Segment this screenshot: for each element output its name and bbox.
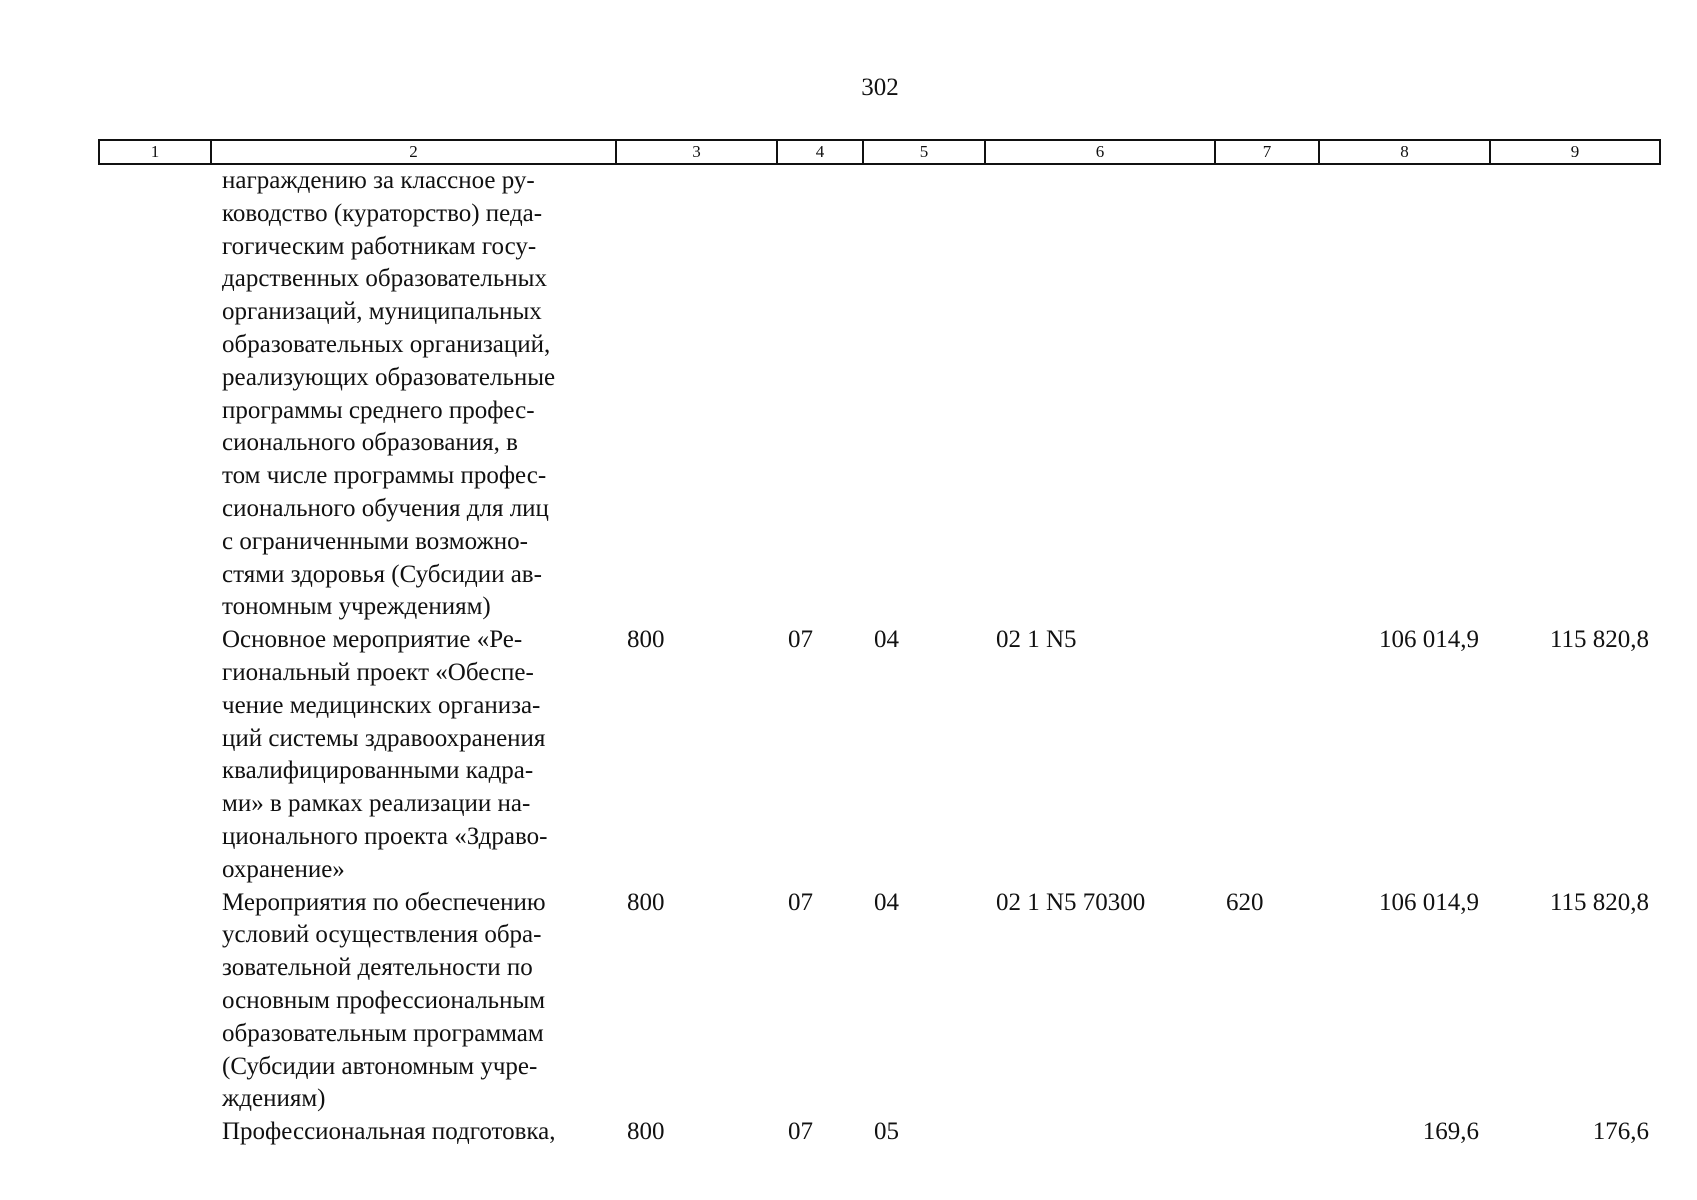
- description-line: зовательной деятельности по: [222, 954, 533, 982]
- expense-type-cell: [1215, 1116, 1319, 1149]
- amount-year-2-cell: 115 820,8: [1549, 626, 1649, 654]
- description-cell: [211, 1116, 616, 1149]
- amount-year-1-cell: 106 014,9: [1379, 626, 1479, 654]
- amount-year-1-cell: [1319, 164, 1490, 624]
- description-line: основным профессиональным: [222, 986, 546, 1014]
- description-line: ций системы здравоохранения: [222, 724, 546, 752]
- description-line: программы среднего профес-: [222, 396, 535, 424]
- description-cell: [211, 624, 616, 886]
- section-cell: 07: [788, 1118, 813, 1146]
- column-header: 6: [985, 140, 1215, 164]
- amount-year-1-cell: 106 014,9: [1379, 888, 1479, 916]
- description-line: Основное мероприятие «Ре-: [222, 626, 523, 654]
- table-row: [99, 887, 1660, 1117]
- column-header: 9: [1490, 140, 1660, 164]
- description-line: образовательных организаций,: [222, 330, 551, 358]
- table-body: [99, 164, 1660, 1149]
- column-header: 5: [863, 140, 985, 164]
- column-header: 3: [616, 140, 777, 164]
- description-line: ми» в рамках реализации на-: [222, 790, 531, 818]
- description-line: том числе программы профес-: [222, 462, 547, 490]
- section-cell: 07: [788, 626, 813, 654]
- target-article-cell: [985, 1116, 1215, 1149]
- budget-table: [98, 139, 1661, 1149]
- description-cell: [211, 887, 616, 1117]
- description-line: сионального обучения для лиц: [222, 494, 549, 522]
- description-line: квалифицированными кадра-: [222, 757, 534, 785]
- target-article-cell: 02 1 N5: [996, 626, 1077, 654]
- description-line: с ограниченными возможно-: [222, 527, 528, 555]
- page-number: 302: [861, 74, 899, 101]
- row-number-cell: [99, 164, 211, 624]
- table-row: [99, 624, 1660, 886]
- expense-type-cell: 620: [1226, 888, 1264, 916]
- description-line: гогическим работникам госу-: [222, 232, 537, 260]
- description-line: Мероприятия по обеспечению: [222, 888, 546, 916]
- column-header: 4: [777, 140, 863, 164]
- amount-year-1-cell: 169,6: [1422, 1118, 1479, 1146]
- column-number-header-row: [99, 140, 1660, 164]
- description-line: сионального образования, в: [222, 429, 518, 457]
- subsection-cell: 05: [874, 1118, 899, 1146]
- amount-year-2-cell: 176,6: [1592, 1118, 1649, 1146]
- target-article-cell: [985, 164, 1215, 624]
- expense-type-cell: [1215, 624, 1319, 886]
- description-line: дарственных образовательных: [222, 265, 547, 293]
- table-row: [99, 1116, 1660, 1149]
- amount-year-2-cell: [1490, 164, 1660, 624]
- column-header: 8: [1319, 140, 1490, 164]
- column-header: 2: [211, 140, 616, 164]
- description-line: гиональный проект «Обеспе-: [222, 658, 534, 686]
- description-line: (Субсидии автономным учре-: [222, 1052, 538, 1080]
- description-line: условий осуществления обра-: [222, 921, 542, 949]
- amount-year-2-cell: 115 820,8: [1549, 888, 1649, 916]
- expense-type-cell: [1215, 164, 1319, 624]
- description-line: организаций, муниципальных: [222, 298, 542, 326]
- description-line: охранение»: [222, 855, 345, 883]
- description-line: образовательным программам: [222, 1019, 544, 1047]
- table-row: [99, 164, 1660, 624]
- row-number-cell: [99, 887, 211, 1117]
- description-line: стями здоровья (Субсидии ав-: [222, 560, 542, 588]
- description-line: ждениям): [222, 1085, 326, 1113]
- ministry-code-cell: [616, 164, 777, 624]
- description-line: чение медицинских организа-: [222, 691, 541, 719]
- subsection-cell: 04: [874, 888, 899, 916]
- column-header: 1: [99, 140, 211, 164]
- subsection-cell: 04: [874, 626, 899, 654]
- row-number-cell: [99, 624, 211, 886]
- ministry-code-cell: 800: [627, 888, 665, 916]
- target-article-cell: 02 1 N5 70300: [996, 888, 1146, 916]
- description-line: награждению за классное ру-: [222, 167, 535, 194]
- description-line: Профессиональная подготовка,: [222, 1118, 556, 1146]
- row-number-cell: [99, 1116, 211, 1149]
- column-header: 7: [1215, 140, 1319, 164]
- description-line: реализующих образовательные: [222, 363, 556, 391]
- ministry-code-cell: 800: [627, 1118, 665, 1146]
- subsection-cell: [863, 164, 985, 624]
- description-line: ционального проекта «Здраво-: [222, 822, 548, 850]
- description-line: тономным учреждениям): [222, 593, 491, 621]
- section-cell: [777, 164, 863, 624]
- description-cell: [211, 164, 616, 624]
- section-cell: 07: [788, 888, 813, 916]
- description-line: ководство (кураторство) педа-: [222, 199, 543, 227]
- ministry-code-cell: 800: [627, 626, 665, 654]
